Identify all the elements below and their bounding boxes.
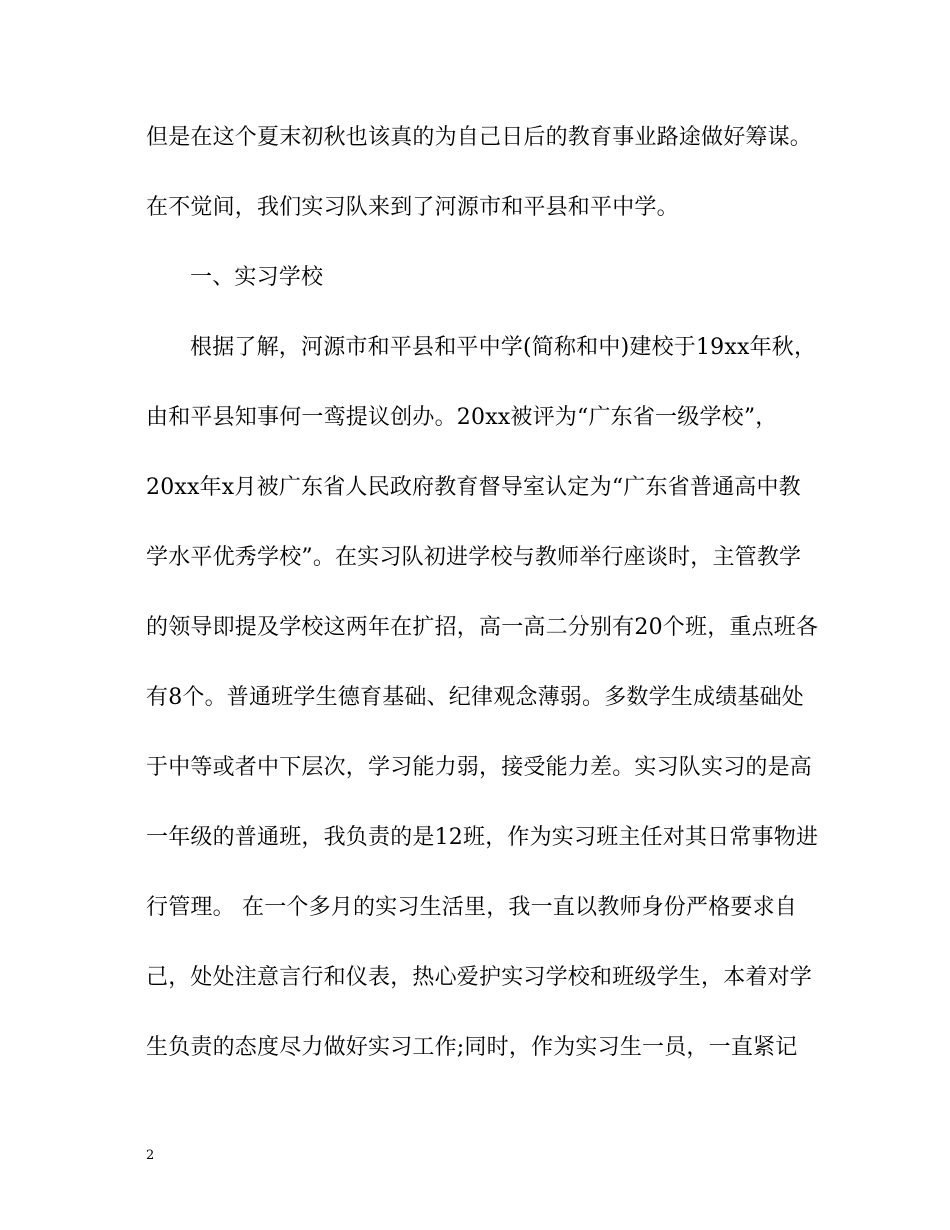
text-line: 20xx年x月被广东省人民政府教育督导室认定为“广东省普通高中教 — [146, 475, 801, 500]
text-line: 但是在这个夏末初秋也该真的为自己日后的教育事业路途做好筹谋。 — [146, 125, 813, 150]
document-body — [146, 123, 826, 1103]
text-line: 一年级的普通班，我负责的是12班，作为实习班主任对其日常事物进 — [146, 825, 819, 850]
text-line: 行管理。 在一个多月的实习生活里，我一直以教师身份严格要求自 — [146, 895, 797, 920]
text-line: 由和平县知事何一鸾提议创办。20xx被评为“广东省一级学校”， — [146, 405, 778, 430]
section-heading: 一、实习学校 — [190, 265, 324, 290]
text-line: 己，处处注意言行和仪表，热心爱护实习学校和班级学生，本着对学 — [146, 965, 813, 990]
text-line: 根据了解，河源市和平县和平中学(简称和中)建校于19xx年秋， — [190, 335, 817, 360]
page-number: 2 — [146, 1148, 155, 1163]
text-line: 学水平优秀学校”。在实习队初进学校与教师举行座谈时，主管教学 — [146, 545, 802, 570]
text-line: 有8个。普通班学生德育基础、纪律观念薄弱。多数学生成绩基础处 — [146, 685, 804, 710]
text-line: 的领导即提及学校这两年在扩招，高一高二分别有20个班，重点班各 — [146, 615, 819, 640]
text-line: 于中等或者中下层次，学习能力弱，接受能力差。实习队实习的是高 — [146, 755, 813, 780]
text-line: 在不觉间，我们实习队来到了河源市和平县和平中学。 — [146, 195, 679, 220]
text-line: 生负责的态度尽力做好实习工作;同时，作为实习生一员，一直紧记 — [146, 1035, 798, 1060]
